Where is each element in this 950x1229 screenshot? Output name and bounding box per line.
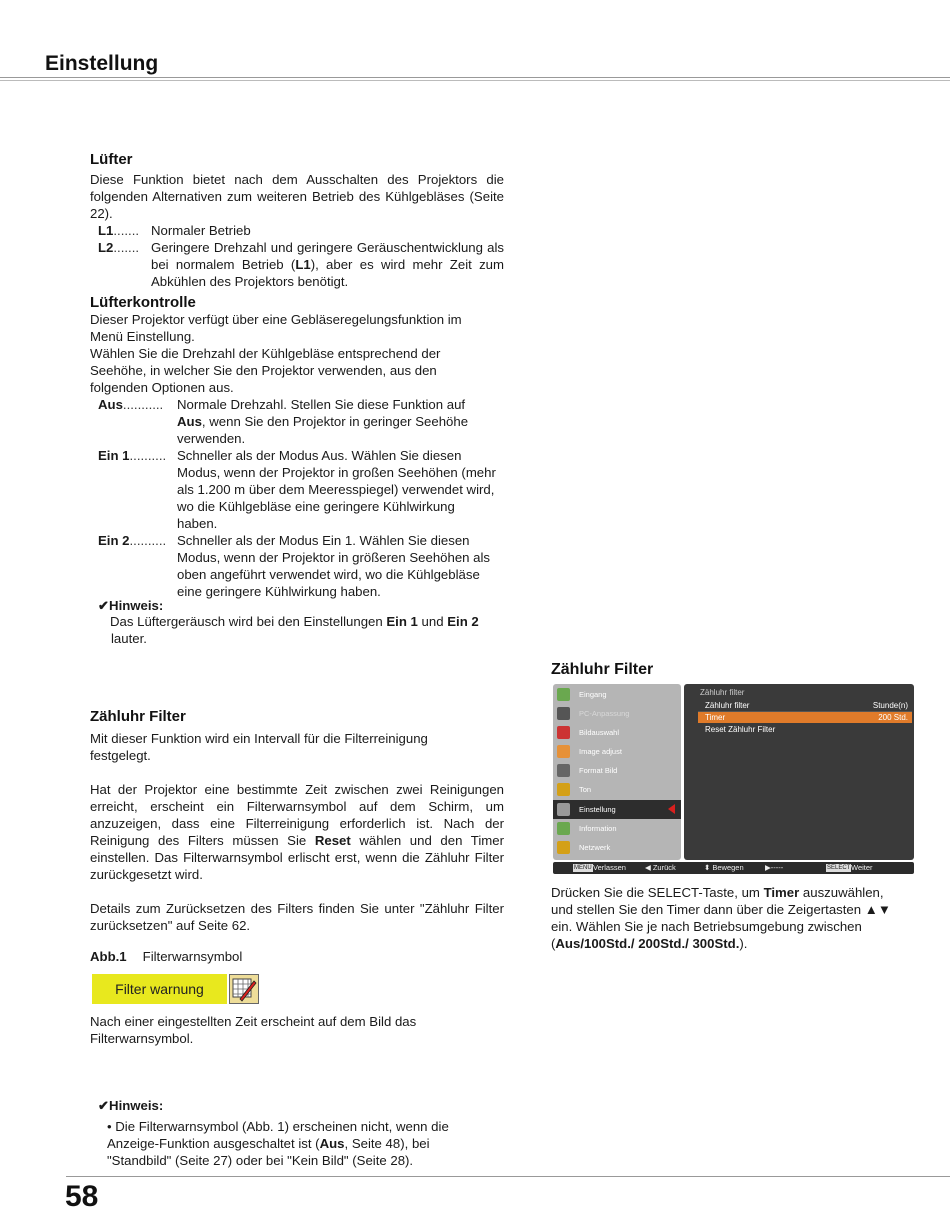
osd-menu-item-format-bild[interactable]: Format Bild (553, 761, 681, 780)
osd-row-reset[interactable]: Reset Zähluhr Filter (705, 725, 776, 734)
osd-row-timer[interactable]: Timer 200 Std. (698, 712, 912, 723)
osd-move-label: ⬍ Bewegen (704, 863, 744, 872)
osd-exit-label: Verlassen (593, 863, 626, 872)
luefterkontrolle-item-ein1 (98, 447, 498, 532)
zaehluhr-intro: Mit dieser Funktion wird ein Intervall für die Filterreinigung festgelegt. (90, 731, 428, 763)
osd-back-label: ◀ Zurück (645, 863, 676, 872)
footer-rule (66, 1176, 950, 1177)
zaehluhr-reset-reference: Details zum Zurücksetzen des Filters finden Sie unter "Zähluhr Filter zurücksetzen" auf Seite 62. (90, 901, 504, 933)
osd-bottom-bar (553, 862, 914, 874)
page-title: Einstellung (45, 52, 159, 75)
osd-menu-item-eingang[interactable]: Eingang (553, 685, 681, 704)
luefterkontrolle-item-aus (98, 396, 498, 447)
term-description: Schneller als der Modus Ein 1. Wählen Sie diesen Modus, wenn der Projektor in größeren Seehöhen als oben angeführt verwendet wird, wo die Kühlgebläse eine geringere Kühlwirkung haben. (177, 533, 491, 599)
luefterkontrolle-item-ein2 (98, 532, 498, 600)
sound-icon (557, 783, 570, 796)
osd-menu-screenshot (553, 684, 914, 874)
input-icon (557, 688, 570, 701)
screen-format-icon (557, 764, 570, 777)
luefter-item-l1 (98, 222, 504, 239)
luefter-heading: Lüfter (90, 151, 133, 168)
term-dots: ........... (122, 397, 164, 412)
filter-warning-explanation: Nach einer eingestellten Zeit erscheint auf dem Bild das Filterwarnsymbol. (90, 1014, 417, 1046)
osd-panel-title: Zähluhr filter (700, 688, 745, 697)
setting-icon (557, 803, 570, 816)
luefter-item-l2 (98, 239, 504, 290)
osd-dash-label: ▶----- (765, 863, 784, 872)
osd-next-label: Weiter (851, 863, 873, 872)
luefterkontrolle-heading: Lüfterkontrolle (90, 294, 196, 311)
term-label: L2 (98, 240, 114, 255)
selected-arrow-icon (668, 804, 675, 814)
osd-submenu-panel (684, 684, 914, 860)
image-select-icon (557, 726, 570, 739)
term-dots: ....... (113, 240, 140, 255)
note-label: ✔Hinweis: (98, 598, 164, 613)
term-label: L1 (98, 223, 114, 238)
pc-adjust-icon (557, 707, 570, 720)
osd-row-zaehluhr: Zähluhr filter Stunde(n) (698, 700, 912, 712)
luefter-intro: Diese Funktion bietet nach dem Ausschalten des Projektors die folgenden Alternativen zum weiteren Betrieb des Kühlgebläses (Seite 22). (90, 172, 504, 221)
figure-caption: Abb.1 Filterwarnsymbol (90, 949, 243, 964)
network-icon (557, 841, 570, 854)
osd-menu-item-pc-anpassung[interactable]: PC-Anpassung (553, 704, 681, 723)
filter-warning-banner: Filter warnung (92, 974, 227, 1004)
zaehluhr-filter-heading: Zähluhr Filter (90, 708, 186, 725)
osd-menu-item-einstellung[interactable]: Einstellung (553, 800, 681, 819)
osd-menu-item-bildauswahl[interactable]: Bildauswahl (553, 723, 681, 742)
osd-menu-item-image-adjust[interactable]: Image adjust (553, 742, 681, 761)
header-rule-secondary (0, 80, 950, 81)
term-label: Aus (98, 397, 123, 412)
osd-menu-item-netzwerk[interactable]: Netzwerk (553, 838, 681, 857)
information-icon (557, 822, 570, 835)
term-label: Ein 2 (98, 533, 130, 548)
page-number: 58 (65, 1180, 99, 1213)
term-dots: .......... (129, 533, 167, 548)
filter-warning-icon (229, 974, 259, 1004)
zaehluhr-description: Hat der Projektor eine bestimmte Zeit zwischen zwei Reinigungen erreicht, erscheint ein Filterwarnsymbol auf dem Schirm, um anzuzeigen, dass eine Filterreinigung erforderlich ist. Nach der Reinigung des Filters müssen Sie Reset wählen und den Timer einstellen. Das Filterwarnsymbol erlischt erst, wenn die Zähluhr Filter zurückgesetzt wird. (90, 782, 504, 882)
term-dots: ....... (113, 223, 140, 238)
osd-menu-item-information[interactable]: Information (553, 819, 681, 838)
term-label: Ein 1 (98, 448, 130, 463)
note-text: Das Lüftergeräusch wird bei den Einstellungen Ein 1 und Ein 2 lauter. (110, 614, 479, 646)
term-dots: .......... (129, 448, 167, 463)
luefterkontrolle-intro: Dieser Projektor verfügt über eine Gebläseregelungsfunktion im Menü Einstellung. Wählen Sie die Drehzahl der Kühlgebläse entsprechend der Seehöhe, in welcher Sie den Projektor verwenden, aus den folgenden Optionen aus. (90, 312, 462, 395)
bottom-note-label: ✔Hinweis: (98, 1098, 164, 1113)
zaehluhr-right-description: Drücken Sie die SELECT-Taste, um Timer auszuwählen, und stellen Sie den Timer dann über die Zeigertasten ▲▼ ein. Wählen Sie je nach Betriebsumgebung zwischen (Aus/100Std./ 200Std./ 300Std.). (551, 885, 891, 951)
term-description: Normale Drehzahl. Stellen Sie diese Funktion auf Aus, wenn Sie den Projektor in geringer Seehöhe verwenden. (177, 397, 469, 446)
header-rule (0, 77, 950, 78)
menu-key-icon: MENU (574, 865, 592, 871)
zaehluhr-filter-right-heading: Zähluhr Filter (551, 661, 654, 678)
term-description: Schneller als der Modus Aus. Wählen Sie diesen Modus, wenn der Projektor in großen Seehöhen (mehr als 1.200 m über dem Meeresspiegel) verwendet wird, wo die Kühlgebläse eine geringere Kühlwirkung haben. (177, 448, 496, 531)
bottom-note-text: • Die Filterwarnsymbol (Abb. 1) erscheinen nicht, wenn die Anzeige-Funktion ausgeschaltet ist (Aus, Seite 48), bei "Standbild" (Seite 27) oder bei "Kein Bild" (Seite 28). (107, 1119, 449, 1168)
osd-main-menu (553, 684, 681, 860)
image-adjust-icon (557, 745, 570, 758)
term-description: Normaler Betrieb (151, 223, 251, 238)
select-key-icon: SELECT (827, 865, 851, 871)
term-description: Geringere Drehzahl und geringere Geräuschentwicklung als bei normalem Betrieb (L1), aber es wird mehr Zeit zum Abkühlen des Projektors benötigt. (151, 240, 504, 289)
osd-menu-item-ton[interactable]: Ton (553, 780, 681, 799)
